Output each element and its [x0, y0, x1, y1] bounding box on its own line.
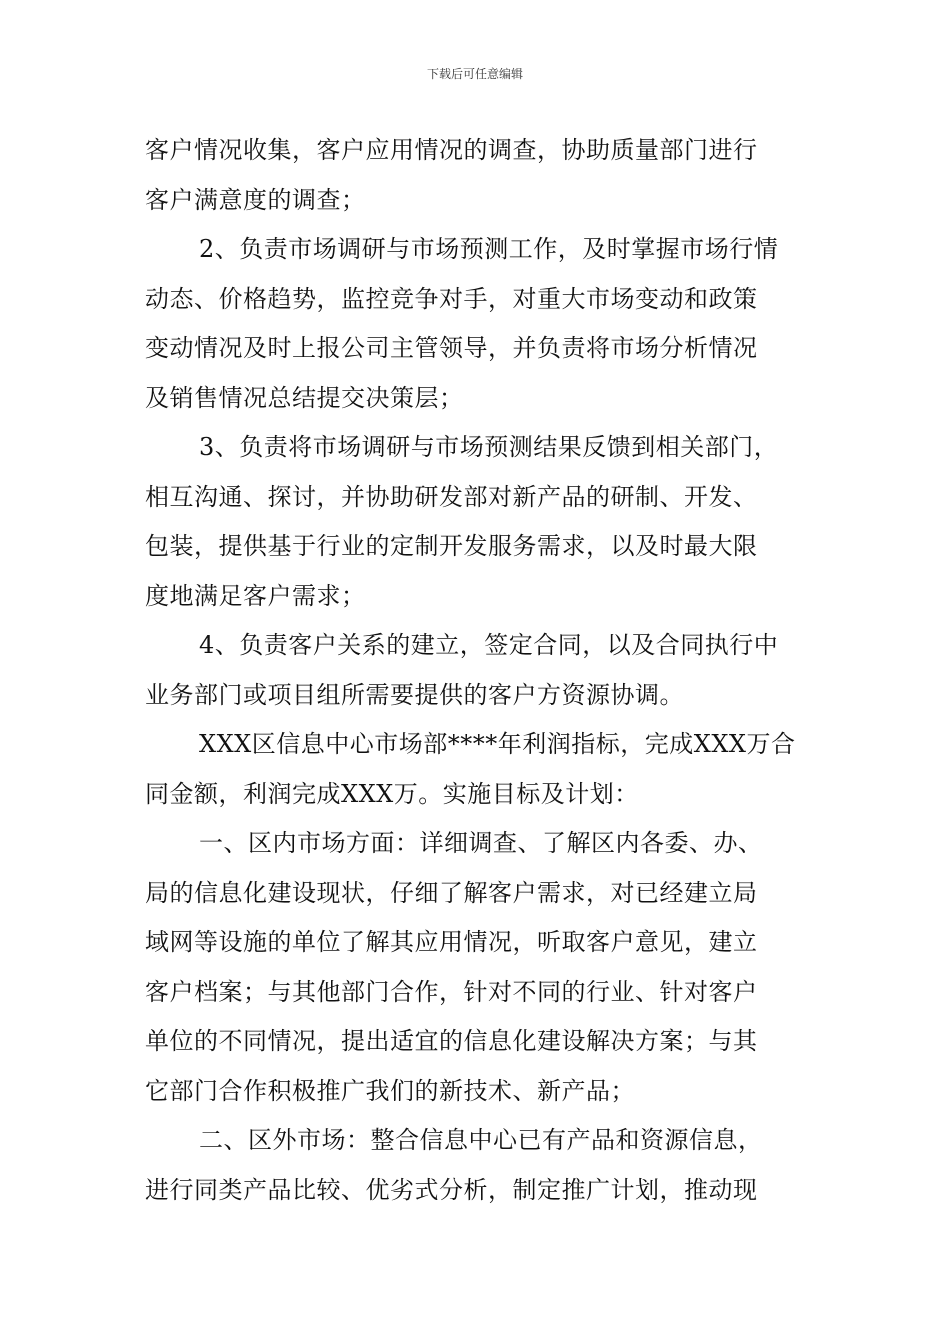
text-line: XXX区信息中心市场部****年利润指标，完成XXX万合	[199, 730, 796, 758]
text-line: 客户满意度的调查；	[145, 185, 366, 214]
text-line: 局的信息化建设现状，仔细了解客户需求，对已经建立局	[145, 878, 758, 907]
text-line: 变动情况及时上报公司主管领导，并负责将市场分析情况	[145, 334, 758, 362]
text-line: 动态、价格趋势，监控竞争对手，对重大市场变动和政策	[145, 284, 758, 313]
text-line: 同金额，利润完成XXX万。实施目标及计划：	[145, 779, 639, 808]
text-line: 包装，提供基于行业的定制开发服务需求，以及时最大限	[145, 532, 758, 560]
text-line: 域网等设施的单位了解其应用情况，听取客户意见，建立	[145, 928, 758, 956]
text-line: 业务部门或项目组所需要提供的客户方资源协调。	[145, 680, 684, 709]
text-line: 相互沟通、探讨，并协助研发部对新产品的研制、开发、	[145, 482, 758, 511]
text-line: 及销售情况总结提交决策层；	[145, 383, 464, 412]
document-body	[145, 126, 810, 1215]
text-line: 4、负责客户关系的建立，签定合同，以及合同执行中	[199, 631, 779, 659]
text-line: 一、区内市场方面：详细调查、了解区内各委、办、	[199, 829, 763, 857]
text-line: 2、负责市场调研与市场预测工作，及时掌握市场行情	[199, 235, 779, 263]
text-line: 度地满足客户需求；	[145, 581, 366, 610]
text-line: 它部门合作积极推广我们的新技术、新产品；	[145, 1076, 635, 1105]
text-line: 单位的不同情况，提出适宜的信息化建设解决方案；与其	[145, 1027, 758, 1055]
text-line: 3、负责将市场调研与市场预测结果反馈到相关部门，	[199, 433, 779, 461]
page-header: 下载后可任意编辑	[426, 67, 523, 81]
text-line: 客户情况收集，客户应用情况的调查，协助质量部门进行	[145, 136, 758, 164]
text-line: 二、区外市场：整合信息中心已有产品和资源信息，	[199, 1126, 763, 1154]
text-line: 进行同类产品比较、优劣式分析，制定推广计划，推动现	[145, 1175, 758, 1204]
text-line: 客户档案；与其他部门合作，针对不同的行业、针对客户	[145, 977, 758, 1006]
